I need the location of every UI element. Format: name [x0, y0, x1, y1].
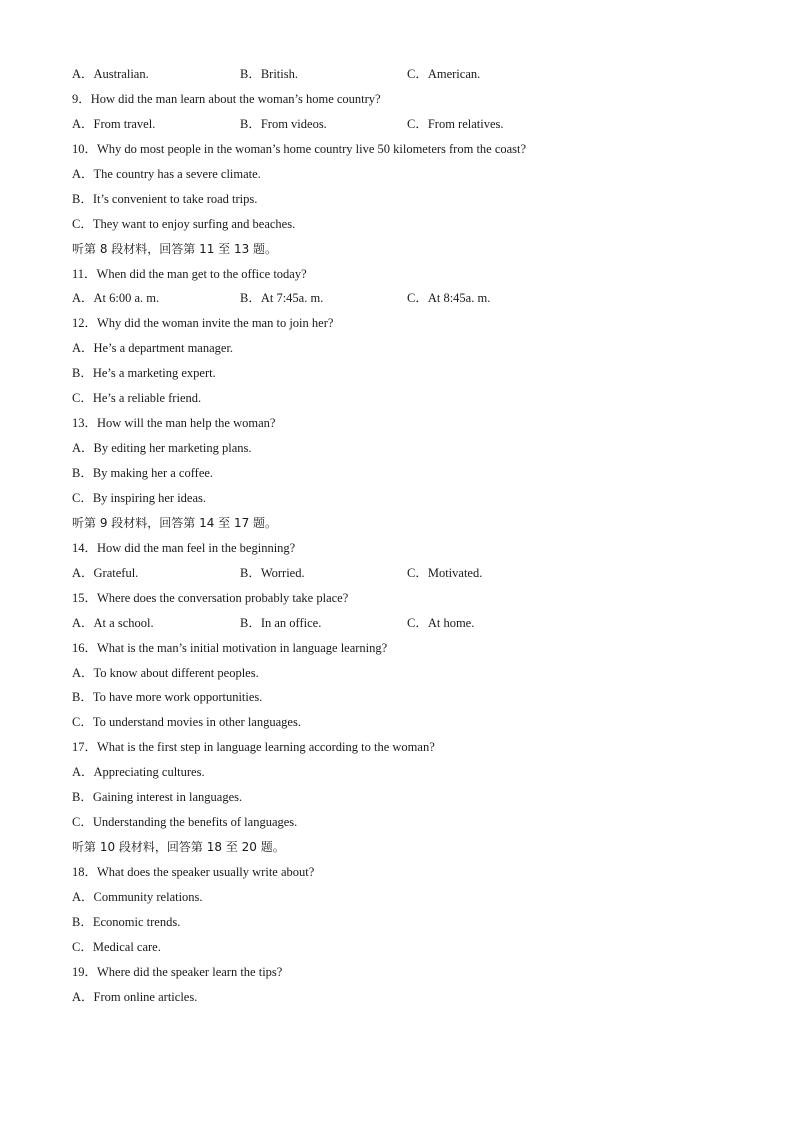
options-row	[72, 561, 732, 586]
option-a: A．At 6:00 a. m.	[72, 291, 160, 306]
option-c: C．They want to enjoy surfing and beaches.	[72, 216, 296, 231]
option-c: C．He’s a reliable friend.	[72, 391, 202, 406]
question-14: 14．How did the man feel in the beginning?	[72, 540, 296, 555]
option-c: C．From relatives.	[407, 116, 504, 131]
option-a: A．Australian.	[72, 67, 149, 81]
option-c: C．Motivated.	[407, 565, 483, 580]
section-heading: 听第 8 段材料，回答第 11 至 13 题。	[72, 241, 278, 256]
question-10: 10．Why do most people in the woman’s home country live 50 kilometers from the coast?	[72, 141, 527, 156]
option-a: A．Appreciating cultures.	[72, 765, 205, 780]
option-b: B．At 7:45a. m.	[240, 291, 324, 306]
options-row	[72, 611, 732, 636]
option-a: A．The country has a severe climate.	[72, 166, 261, 181]
options-row	[72, 286, 732, 311]
question-16: 16．What is the man’s initial motivation in language learning?	[72, 640, 388, 655]
option-c: C．At 8:45a. m.	[407, 291, 491, 306]
option-b: B．From videos.	[240, 116, 327, 131]
option-b: B．He’s a marketing expert.	[72, 366, 216, 381]
options-row	[72, 62, 732, 87]
option-a: A．At a school.	[72, 615, 154, 630]
options-row	[72, 112, 732, 137]
option-a: A．From online articles.	[72, 989, 198, 1004]
question-13: 13．How will the man help the woman?	[72, 416, 276, 431]
section-heading: 听第 9 段材料，回答第 14 至 17 题。	[72, 515, 278, 530]
option-c: C．American.	[407, 67, 481, 81]
option-c: C．At home.	[407, 615, 475, 630]
option-a: A．Community relations.	[72, 889, 203, 904]
option-a: A．Grateful.	[72, 565, 139, 580]
section-heading: 听第 10 段材料，回答第 18 至 20 题。	[72, 840, 285, 855]
question-18: 18．What does the speaker usually write about?	[72, 865, 315, 879]
option-b: B．By making her a coffee.	[72, 466, 214, 480]
option-c: C．Understanding the benefits of languages.	[72, 815, 298, 830]
exam-page	[72, 62, 732, 1010]
option-b: B．It’s convenient to take road trips.	[72, 191, 258, 206]
question-17: 17．What is the first step in language learning according to the woman?	[72, 740, 435, 755]
question-15: 15．Where does the conversation probably take place?	[72, 590, 349, 605]
option-b: B．To have more work opportunities.	[72, 690, 263, 705]
option-b: B．Worried.	[240, 565, 305, 580]
option-b: B．Gaining interest in languages.	[72, 790, 243, 805]
option-a: A．From travel.	[72, 116, 156, 131]
option-b: B．Economic trends.	[72, 914, 181, 929]
question-12: 12．Why did the woman invite the man to join her?	[72, 316, 334, 331]
question-9: 9．How did the man learn about the woman’s home country?	[72, 91, 381, 106]
option-c: C．To understand movies in other languages.	[72, 715, 301, 730]
option-b: B．In an office.	[240, 615, 322, 630]
option-a: A．To know about different peoples.	[72, 665, 259, 680]
option-c: C．Medical care.	[72, 939, 161, 954]
question-19: 19．Where did the speaker learn the tips?	[72, 964, 283, 979]
question-11: 11．When did the man get to the office today?	[72, 266, 307, 281]
option-b: B．British.	[240, 67, 298, 81]
option-a: A．He’s a department manager.	[72, 341, 234, 356]
option-a: A．By editing her marketing plans.	[72, 441, 252, 456]
option-c: C．By inspiring her ideas.	[72, 490, 207, 505]
